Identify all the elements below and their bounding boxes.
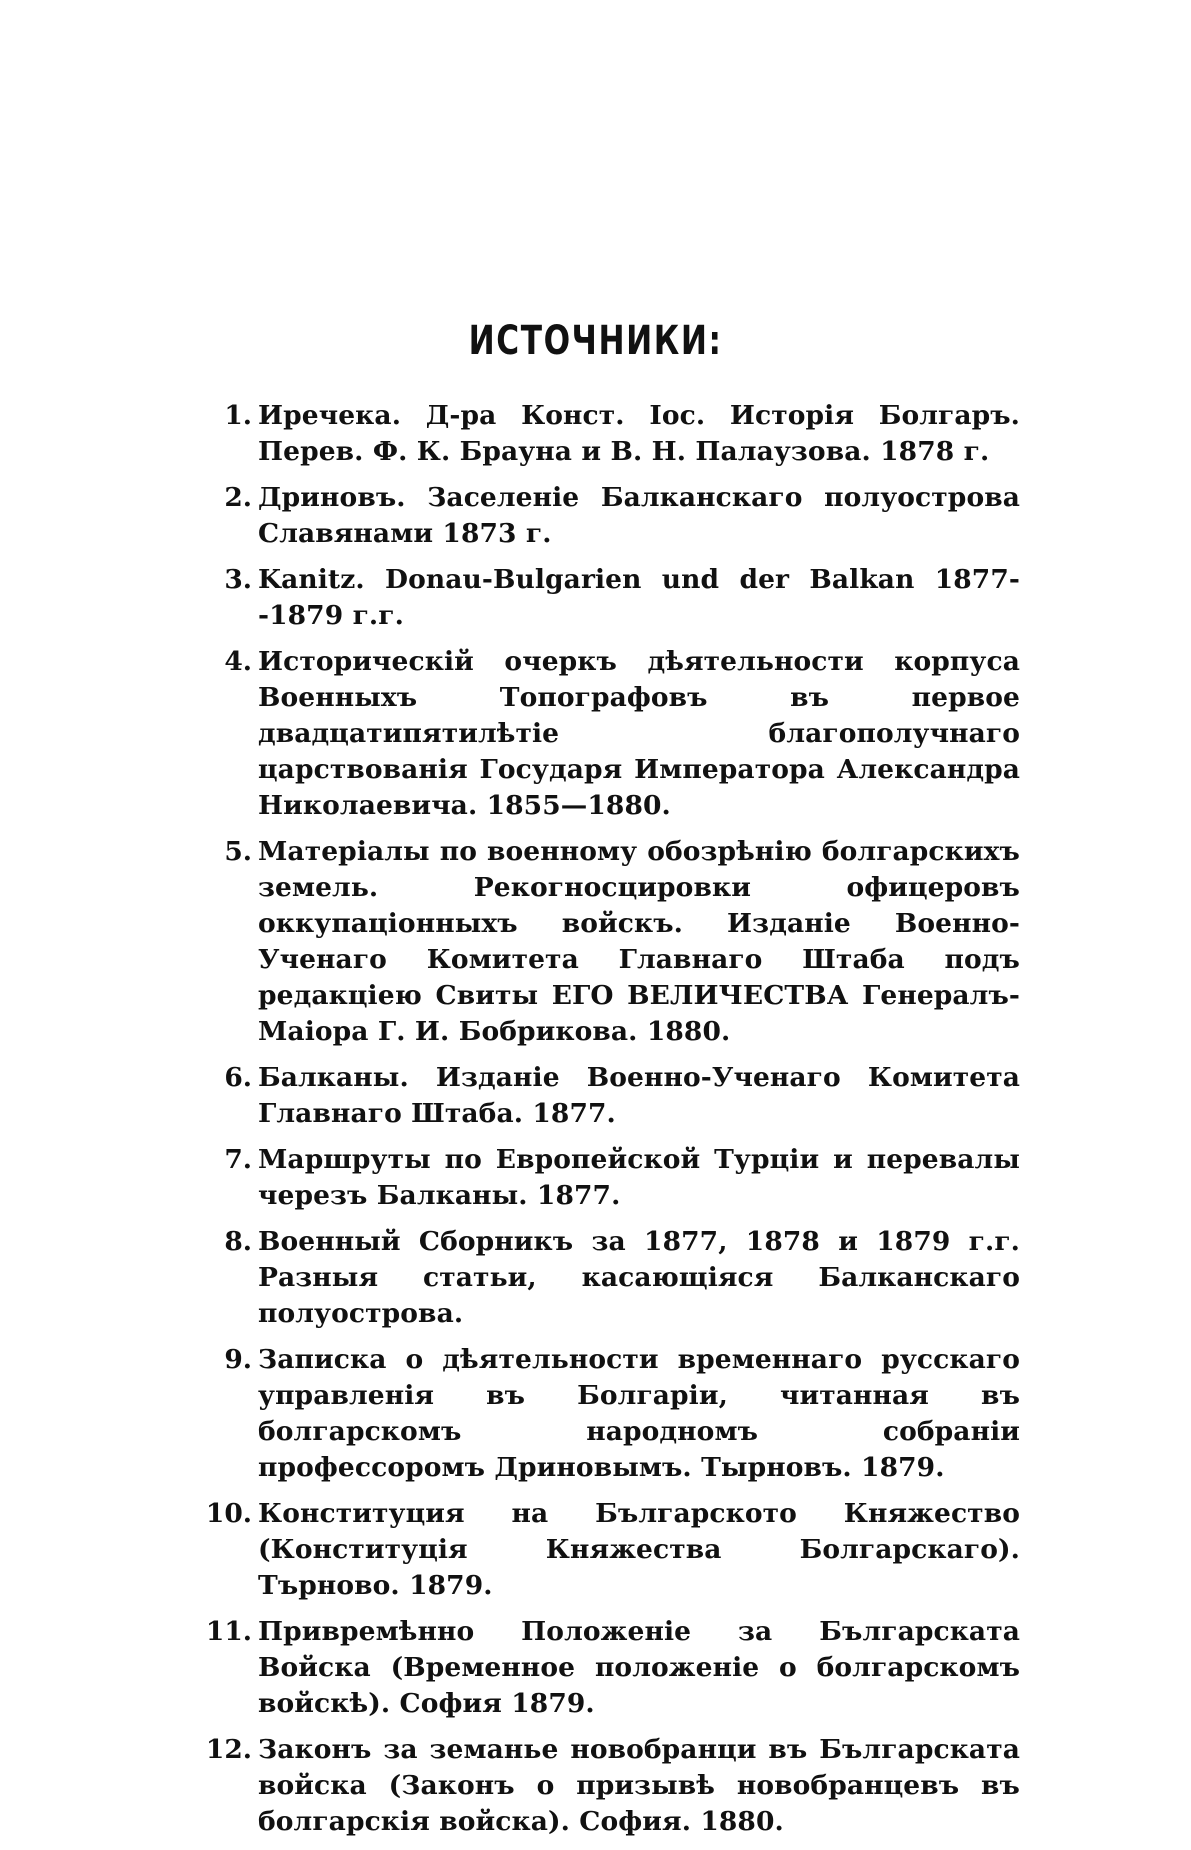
item-number: 4. bbox=[224, 646, 252, 677]
list-item bbox=[200, 1142, 1020, 1214]
item-number: 11. bbox=[205, 1616, 252, 1647]
item-number: 7. bbox=[224, 1144, 252, 1175]
list-item bbox=[200, 1060, 1020, 1132]
list-item bbox=[200, 834, 1020, 1050]
item-text: Привремѣнно Положеніе за Българската Войска (Временное положеніе о болгарскомъ войскѣ). София 1879. bbox=[258, 1616, 1020, 1719]
item-text: Дриновъ. Заселеніе Балканскаго полуострова Славянами 1873 г. bbox=[258, 482, 1020, 549]
item-text: Военный Сборникъ за 1877, 1878 и 1879 г.г. Разныя статьи, касающіяся Балканскаго полуострова. bbox=[258, 1226, 1020, 1329]
item-text: Балканы. Изданіе Военно-Ученаго Комитета Главнаго Штаба. 1877. bbox=[258, 1062, 1020, 1129]
item-number: 8. bbox=[224, 1226, 252, 1257]
sources-list bbox=[200, 398, 1020, 1850]
item-text: Законъ за земанье новобранци въ Българската войска (Законъ о призывѣ новобранцевъ въ болгарскія войска). София. 1880. bbox=[258, 1734, 1020, 1837]
list-item bbox=[200, 398, 1020, 470]
item-text: Маршруты по Европейской Турціи и перевалы черезъ Балканы. 1877. bbox=[258, 1144, 1020, 1211]
list-item bbox=[200, 480, 1020, 552]
item-number: 5. bbox=[224, 836, 252, 867]
list-item bbox=[200, 1342, 1020, 1486]
item-text: Конституция на Българското Княжество (Конституція Княжества Болгарскаго). Търново. 1879. bbox=[258, 1498, 1020, 1601]
item-text: Матеріалы по военному обозрѣнію болгарскихъ земель. Рекогносцировки офицеровъ оккупаціонныхъ войскъ. Изданіе Военно-Ученаго Комитета Главнаго Штаба подъ редакціею Свиты ЕГО ВЕЛИЧЕСТВА Генералъ-Маіора Г. И. Бобрикова. 1880. bbox=[258, 836, 1020, 1047]
item-number: 10. bbox=[205, 1498, 252, 1529]
item-number: 12. bbox=[205, 1734, 252, 1765]
list-item bbox=[200, 1614, 1020, 1722]
item-number: 2. bbox=[224, 482, 252, 513]
item-text: Иречека. Д-ра Конст. Іос. Исторія Болгаръ. Перев. Ф. К. Брауна и В. Н. Палаузова. 1878 г. bbox=[258, 400, 1020, 467]
item-number: 3. bbox=[224, 564, 252, 595]
item-text: Записка о дѣятельности временнаго русскаго управленія въ Болгаріи, читанная въ болгарскомъ народномъ собраніи профессоромъ Дриновымъ. Тырновъ. 1879. bbox=[258, 1344, 1020, 1483]
item-number: 6. bbox=[224, 1062, 252, 1093]
list-item bbox=[200, 1224, 1020, 1332]
item-text: Историческій очеркъ дѣятельности корпуса Военныхъ Топографовъ въ первое двадцатипятилѣтіе благополучнаго царствованія Государя Императора Александра Николаевича. 1855—1880. bbox=[258, 646, 1020, 821]
list-item bbox=[200, 1732, 1020, 1840]
list-item bbox=[200, 644, 1020, 824]
item-number: 1. bbox=[224, 400, 252, 431]
item-number: 9. bbox=[224, 1344, 252, 1375]
list-item bbox=[200, 562, 1020, 634]
page-title: ИСТОЧНИКИ: bbox=[468, 318, 723, 364]
item-text: Kanitz. Donau-Bulgarien und der Balkan 1877--1879 г.г. bbox=[258, 564, 1020, 631]
